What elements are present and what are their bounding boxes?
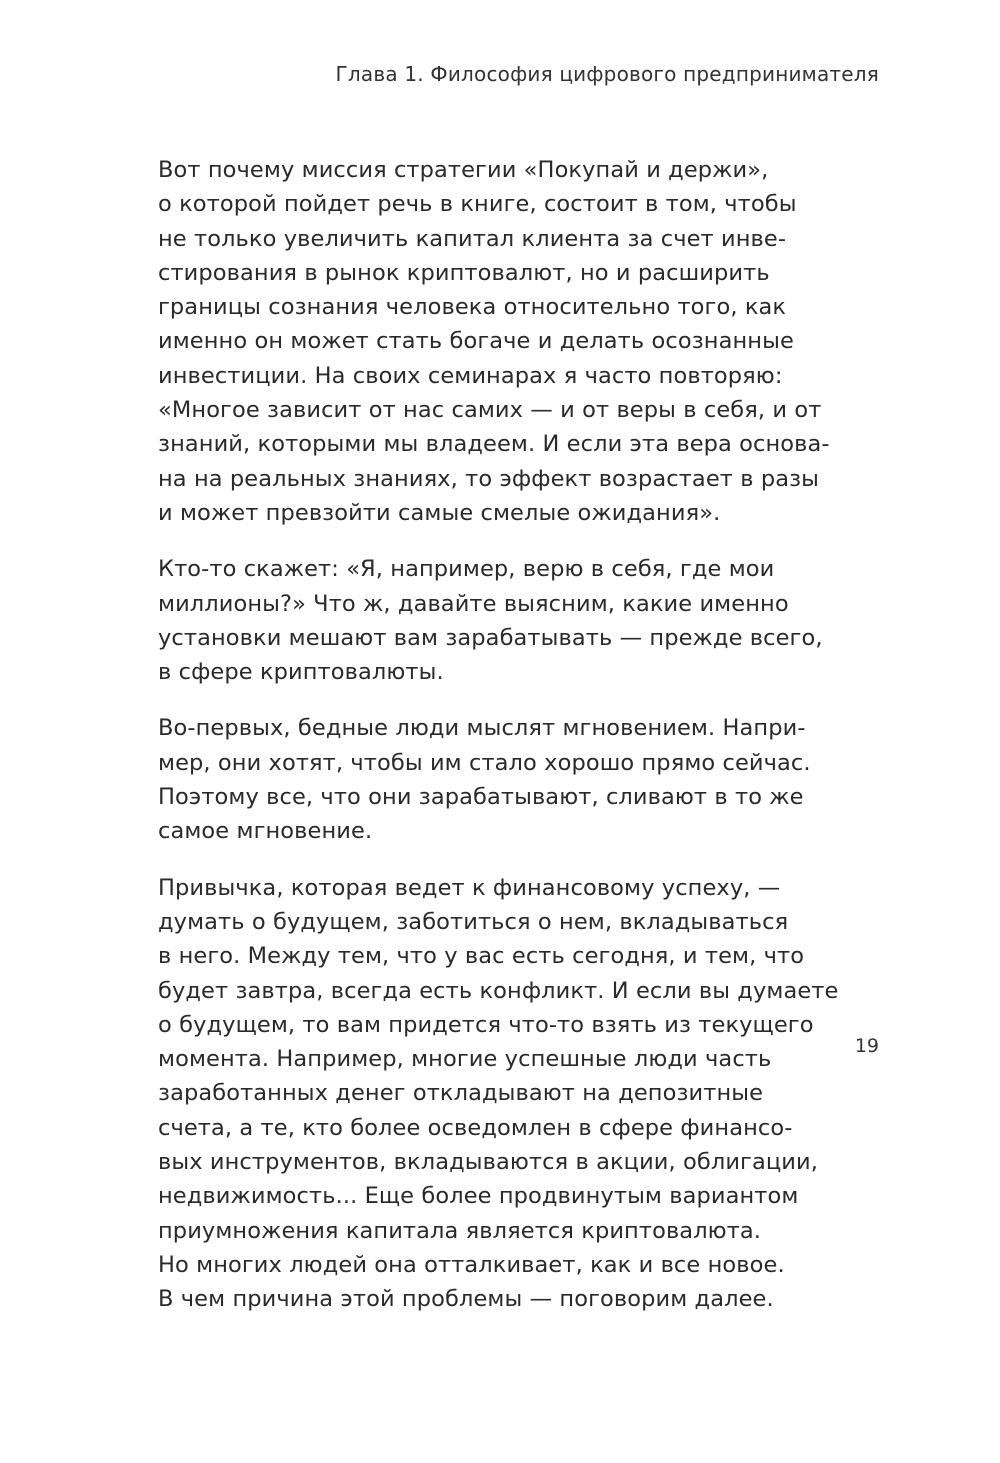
- text-line: не только увеличить капитал клиента за счет инве-: [158, 225, 787, 252]
- text-line: вых инструментов, вкладываются в акции, облигации,: [158, 1149, 818, 1176]
- text-line: приумножения капитала является криптовалюта.: [158, 1217, 762, 1244]
- text-line: счета, а те, кто более осведомлен в сфере финансо-: [158, 1114, 793, 1141]
- body-text: [158, 153, 858, 1339]
- text-line: в сфере криптовалюты.: [158, 659, 444, 686]
- text-line: В чем причина этой проблемы — поговорим далее.: [158, 1286, 774, 1313]
- text-line: именно он может стать богаче и делать осознанные: [158, 328, 794, 355]
- paragraph-3: [158, 711, 858, 848]
- paragraph-2: [158, 552, 858, 689]
- text-line: на на реальных знаниях, то эффект возрастает в разы: [158, 465, 820, 492]
- text-line: Привычка, которая ведет к финансовому успеху, —: [158, 874, 781, 901]
- text-line: Кто-то скажет: «Я, например, верю в себя, где мои: [158, 556, 775, 583]
- text-line: заработанных денег откладывают на депозитные: [158, 1080, 764, 1107]
- text-line: о которой пойдет речь в книге, состоит в том, чтобы: [158, 191, 797, 218]
- text-line: знаний, которыми мы владеем. И если эта вера основа-: [158, 431, 830, 458]
- text-line: мер, они хотят, чтобы им стало хорошо прямо сейчас.: [158, 749, 811, 776]
- paragraph-1: [158, 153, 858, 530]
- text-line: Вот почему миссия стратегии «Покупай и держи»,: [158, 157, 769, 183]
- text-line: в него. Между тем, что у вас есть сегодня, и тем, что: [158, 943, 805, 970]
- text-line: стирования в рынок криптовалют, но и расширить: [158, 259, 770, 286]
- page-number: 19: [854, 1035, 879, 1057]
- text-line: установки мешают вам зарабатывать — прежде всего,: [158, 624, 823, 651]
- text-line: момента. Например, многие успешные люди часть: [158, 1046, 772, 1073]
- text-line: самое мгновение.: [158, 818, 373, 845]
- running-header: Глава 1. Философия цифрового предпринимателя: [335, 62, 879, 86]
- text-line: и может превзойти самые смелые ожидания».: [158, 499, 721, 526]
- text-line: Но многих людей она отталкивает, как и все новое.: [158, 1251, 785, 1278]
- text-line: миллионы?» Что ж, давайте выясним, какие именно: [158, 590, 789, 617]
- text-line: инвестиции. На своих семинарах я часто повторяю:: [158, 362, 783, 389]
- text-line: думать о будущем, заботиться о нем, вкладываться: [158, 908, 789, 935]
- text-line: Поэтому все, что они зарабатывают, сливают в то же: [158, 784, 804, 811]
- text-line: недвижимость... Еще более продвинутым вариантом: [158, 1183, 799, 1210]
- text-line: «Многое зависит от нас самих — и от веры в себя, и от: [158, 397, 822, 424]
- paragraph-4: [158, 871, 858, 1317]
- text-line: о будущем, то вам придется что-то взять из текущего: [158, 1011, 814, 1038]
- text-line: Во-первых, бедные люди мыслят мгновением. Напри-: [158, 715, 806, 742]
- text-line: границы сознания человека относительно того, как: [158, 294, 787, 321]
- text-line: будет завтра, всегда есть конфликт. И если вы думаете: [158, 977, 839, 1004]
